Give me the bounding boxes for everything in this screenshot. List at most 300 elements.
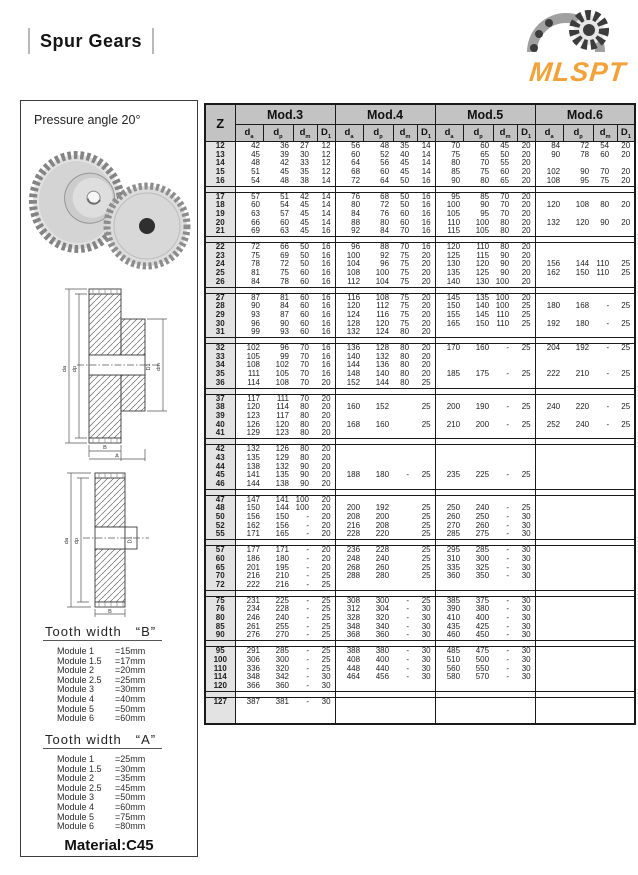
- dim-value: [593, 412, 617, 421]
- dim-value: 100: [335, 252, 363, 261]
- z-value: 29: [205, 311, 235, 320]
- dim-value: [417, 394, 435, 403]
- module-width-value: =50mm: [115, 792, 146, 803]
- z-value: 39: [205, 412, 235, 421]
- dim-value: 260: [375, 563, 390, 572]
- dim-value: 308: [335, 596, 363, 605]
- dim-value: [593, 530, 617, 539]
- dim-value: [563, 605, 593, 614]
- dim-value: 125: [475, 269, 490, 278]
- dim-value: [617, 252, 635, 261]
- z-value: 22: [205, 243, 235, 252]
- dim-value: 500: [475, 655, 490, 664]
- dim-value: 250: [435, 504, 463, 513]
- svg-text:D1: D1: [127, 536, 134, 544]
- dim-value: 30: [421, 605, 431, 614]
- dim-value: -: [306, 655, 309, 664]
- dim-value: 30: [421, 614, 431, 623]
- dim-value: 156: [535, 260, 563, 269]
- dim-value: [617, 210, 635, 219]
- dim-value: [535, 227, 563, 236]
- module-label: Module 6: [57, 713, 95, 724]
- dim-value: 25: [421, 563, 431, 572]
- gear-cross-section-hub: [29, 283, 189, 463]
- dim-value: 171: [235, 530, 263, 539]
- dim-value: [393, 546, 417, 555]
- dim-value: [463, 495, 493, 504]
- dim-value: 185: [435, 370, 463, 379]
- dim-value: [535, 546, 563, 555]
- dim-value: 16: [421, 176, 431, 185]
- dim-value: 20: [321, 545, 331, 555]
- z-value: 75: [205, 596, 235, 605]
- dim-value: 140: [335, 353, 363, 362]
- dim-value: 120: [335, 302, 363, 311]
- dim-value: [435, 495, 463, 504]
- dim-value: [617, 227, 635, 236]
- dim-value: [435, 379, 463, 388]
- dim-value: [463, 353, 493, 362]
- dim-value: 25: [421, 554, 431, 563]
- dim-value: [517, 697, 535, 706]
- dim-value: -: [606, 302, 610, 311]
- dim-value: [593, 278, 617, 287]
- dim-value: 12: [321, 168, 331, 177]
- dim-value: [493, 581, 517, 590]
- dim-value: 75: [400, 260, 410, 269]
- dim-value: [517, 328, 535, 337]
- dim-value: [393, 530, 417, 539]
- dim-value: 70: [300, 378, 309, 387]
- dim-value: 16: [321, 242, 331, 252]
- dim-value: [535, 394, 563, 403]
- table-row: [205, 344, 635, 353]
- dim-value: 30: [521, 596, 531, 605]
- dim-value: 14: [421, 141, 431, 150]
- tooth-width-b-section: [21, 623, 197, 724]
- table-block: [205, 142, 635, 187]
- dim-value: 80: [400, 361, 410, 370]
- dim-value: [593, 504, 617, 513]
- z-value: 17: [205, 192, 235, 201]
- dim-value: 255: [275, 622, 289, 631]
- dim-value: [563, 564, 593, 573]
- dim-value: -: [306, 554, 309, 563]
- dim-value: 30: [521, 614, 531, 623]
- module-width-value: =25mm: [115, 674, 146, 685]
- dim-value: [535, 522, 563, 531]
- dim-value: [617, 682, 635, 691]
- z-value: 40: [205, 421, 235, 430]
- dim-value: -: [506, 554, 510, 563]
- dim-value: 20: [521, 168, 531, 177]
- dim-value: 55: [500, 159, 510, 168]
- module-width-value: =45mm: [115, 782, 146, 793]
- dim-value: 312: [335, 605, 363, 614]
- dim-value: 216: [275, 580, 289, 589]
- gear-photo: [25, 134, 195, 280]
- dim-value: [617, 656, 635, 665]
- dim-value: 66: [235, 219, 263, 228]
- dim-value: [617, 596, 635, 605]
- dim-value: 108: [375, 293, 390, 302]
- dim-value: 14: [321, 218, 331, 227]
- dim-value: [463, 379, 493, 388]
- z-value: 16: [205, 177, 235, 186]
- dim-value: 25: [421, 378, 431, 387]
- dim-value: -: [306, 681, 309, 690]
- dim-value: 150: [435, 302, 463, 311]
- table-row: [205, 429, 635, 438]
- z-value: 25: [205, 269, 235, 278]
- dim-value: -: [306, 596, 309, 605]
- table-row: [205, 596, 635, 605]
- dim-value: [563, 546, 593, 555]
- table-row: [205, 142, 635, 151]
- table-row: [205, 555, 635, 564]
- z-value: 52: [205, 522, 235, 531]
- dim-value: [593, 495, 617, 504]
- dim-value: [563, 454, 593, 463]
- dim-value: 170: [435, 344, 463, 353]
- dim-value: 16: [321, 352, 331, 361]
- dim-value: 20: [521, 293, 531, 302]
- dim-value: 234: [235, 605, 263, 614]
- dim-value: 120: [375, 319, 390, 328]
- dim-value: 60: [380, 168, 390, 177]
- dim-value: -: [506, 605, 510, 614]
- dim-value: 70: [600, 168, 610, 177]
- dim-value: 130: [435, 260, 463, 269]
- dim-value: 20: [321, 411, 331, 420]
- dim-value: 25: [321, 572, 331, 581]
- dim-value: -: [406, 646, 410, 656]
- dim-value: [535, 495, 563, 504]
- dim-value: 120: [535, 201, 563, 210]
- dim-value: 72: [580, 141, 590, 150]
- dim-value: [517, 412, 535, 421]
- dim-value: [535, 682, 563, 691]
- dim-value: 295: [435, 546, 463, 555]
- dim-value: 336: [235, 665, 263, 674]
- dim-value: 30: [521, 622, 531, 631]
- dim-value: 72: [380, 201, 390, 210]
- dim-value: [535, 530, 563, 539]
- dim-value: 30: [521, 554, 531, 563]
- dim-value: 90: [300, 479, 309, 488]
- dim-value: 20: [421, 251, 431, 260]
- dim-value: 25: [421, 545, 431, 555]
- spec-panel: [20, 100, 198, 857]
- dim-value: 25: [421, 596, 431, 605]
- dim-value: 20: [321, 530, 331, 539]
- dim-value: 150: [475, 319, 490, 328]
- dim-value: [463, 394, 493, 403]
- dim-value: 102: [535, 168, 563, 177]
- dim-value: 304: [375, 605, 390, 614]
- dim-value: 456: [375, 673, 390, 682]
- dim-value: 30: [421, 664, 431, 673]
- dim-value: 129: [235, 429, 263, 438]
- dim-value: [563, 697, 593, 706]
- dim-value: [563, 581, 593, 590]
- dim-value: [363, 429, 393, 438]
- module-label: Module 2: [57, 773, 95, 784]
- svg-text:dp: dp: [72, 365, 78, 373]
- table-row: [205, 530, 635, 539]
- module-width-value: =30mm: [115, 763, 146, 774]
- module-label: Module 1: [57, 754, 95, 764]
- dim-value: 93: [235, 311, 263, 320]
- dim-value: [363, 463, 393, 472]
- z-value: 37: [205, 394, 235, 403]
- dim-value: 340: [375, 622, 390, 631]
- dim-value: [363, 495, 393, 504]
- dim-value: 114: [235, 379, 263, 388]
- dim-value: [463, 581, 493, 590]
- dim-value: 80: [480, 176, 490, 185]
- dim-value: 275: [475, 530, 490, 539]
- col-subheader-dp: $d_p$: [463, 125, 493, 142]
- dim-value: [535, 429, 563, 438]
- dim-value: 75: [400, 310, 410, 319]
- dim-value: 310: [435, 555, 463, 564]
- dim-value: 186: [235, 555, 263, 564]
- dim-value: 48: [235, 159, 263, 168]
- z-value: 127: [205, 697, 235, 706]
- dim-value: 69: [235, 227, 263, 236]
- dim-value: [563, 513, 593, 522]
- dim-value: 140: [435, 278, 463, 287]
- dim-value: [535, 192, 563, 201]
- z-value: 32: [205, 344, 235, 353]
- table-row: [205, 370, 635, 379]
- dim-value: [563, 522, 593, 531]
- dim-value: 180: [375, 471, 390, 480]
- dim-value: 96: [280, 343, 289, 353]
- dim-value: 126: [235, 421, 263, 430]
- dim-value: 90: [500, 269, 510, 278]
- dim-value: 90: [480, 201, 490, 210]
- dim-value: 80: [300, 420, 309, 429]
- dim-value: [593, 555, 617, 564]
- logo-text: MLSPT: [527, 57, 628, 87]
- dim-value: [417, 480, 435, 489]
- dim-value: [435, 361, 463, 370]
- dim-value: 450: [475, 631, 490, 640]
- dim-value: 116: [335, 293, 363, 302]
- dim-value: [617, 614, 635, 623]
- dim-value: 30: [321, 697, 331, 706]
- table-row: [205, 403, 635, 412]
- dim-value: 156: [235, 513, 263, 522]
- table-row: [205, 605, 635, 614]
- dim-value: 550: [475, 664, 490, 673]
- dim-value: 69: [280, 251, 289, 260]
- table-block: [205, 293, 635, 338]
- dim-value: 104: [375, 277, 390, 286]
- dim-value: [617, 504, 635, 513]
- dim-value: [593, 463, 617, 472]
- dim-value: 152: [375, 403, 390, 412]
- dim-value: 16: [321, 293, 331, 302]
- z-value: 90: [205, 631, 235, 640]
- dim-value: [563, 361, 593, 370]
- dim-value: 20: [521, 201, 531, 210]
- dim-value: 248: [335, 555, 363, 564]
- dim-value: 16: [421, 192, 431, 201]
- dim-value: 20: [521, 269, 531, 278]
- module-label: Module 4: [57, 801, 95, 812]
- dim-value: 250: [475, 513, 490, 522]
- dim-value: 210: [275, 572, 289, 581]
- dim-value: -: [606, 370, 610, 379]
- col-subheader-dm: $d_m$: [493, 125, 517, 142]
- dim-value: [563, 278, 593, 287]
- dim-value: -: [506, 664, 510, 673]
- dim-value: [617, 293, 635, 302]
- dim-value: 90: [435, 177, 463, 186]
- dim-value: [617, 412, 635, 421]
- dim-value: [535, 293, 563, 302]
- dim-value: [535, 353, 563, 362]
- z-value: 15: [205, 168, 235, 177]
- dim-value: 96: [335, 243, 363, 252]
- dim-value: 56: [380, 159, 390, 168]
- dim-value: 435: [435, 623, 463, 632]
- dim-value: 138: [275, 479, 289, 488]
- dim-value: [617, 605, 635, 614]
- dim-value: 30: [521, 530, 531, 539]
- table-row: [205, 647, 635, 656]
- dim-value: 93: [280, 328, 289, 337]
- dim-value: 20: [321, 453, 331, 462]
- dim-value: -: [506, 631, 510, 640]
- z-value: 95: [205, 647, 235, 656]
- dim-value: 130: [475, 277, 490, 286]
- dim-value: [517, 429, 535, 438]
- dim-value: 45: [300, 218, 309, 227]
- dim-value: 25: [321, 596, 331, 605]
- table-row: [205, 421, 635, 430]
- dim-value: 111: [235, 370, 263, 379]
- dim-value: 25: [621, 319, 631, 328]
- dim-value: [463, 454, 493, 463]
- dim-value: 65: [500, 176, 510, 185]
- dim-value: 20: [521, 260, 531, 269]
- dim-value: 60: [400, 209, 410, 218]
- dim-value: 25: [421, 471, 431, 480]
- dim-value: 30: [521, 572, 531, 581]
- dim-value: [563, 614, 593, 623]
- dim-value: 54: [280, 201, 289, 210]
- dim-value: -: [506, 521, 510, 530]
- dim-value: 200: [475, 420, 490, 429]
- dim-value: 388: [335, 647, 363, 656]
- dim-value: [535, 647, 563, 656]
- svg-text:da: da: [64, 537, 70, 545]
- dim-value: 14: [321, 209, 331, 218]
- col-group-mod3: Mod.3: [235, 104, 335, 125]
- z-value: 100: [205, 656, 235, 665]
- dim-value: [617, 243, 635, 252]
- dim-value: 25: [321, 655, 331, 664]
- dim-value: 135: [275, 471, 289, 480]
- dim-value: 460: [435, 631, 463, 640]
- dim-value: 70: [300, 352, 309, 361]
- dim-value: 105: [275, 370, 289, 379]
- module-width-value: =17mm: [115, 655, 146, 666]
- dim-value: 20: [421, 310, 431, 319]
- col-group-mod5: Mod.5: [435, 104, 535, 125]
- dim-value: 168: [335, 421, 363, 430]
- table-row: [205, 495, 635, 504]
- dim-value: 112: [335, 278, 363, 287]
- dim-value: 57: [280, 209, 289, 218]
- dim-value: 366: [235, 682, 263, 691]
- logo-gear-icon: [504, 4, 624, 56]
- dim-value: 70: [400, 242, 410, 252]
- dim-value: 132: [275, 462, 289, 471]
- dim-value: [535, 504, 563, 513]
- dim-value: 90: [500, 251, 510, 260]
- dim-value: 20: [421, 343, 431, 353]
- dim-value: 220: [575, 403, 590, 412]
- table-row: [205, 673, 635, 682]
- dim-value: 440: [375, 664, 390, 673]
- dim-value: [435, 697, 463, 706]
- dim-value: [563, 471, 593, 480]
- z-value: 24: [205, 260, 235, 269]
- dim-value: -: [506, 572, 510, 581]
- dim-value: 80: [335, 201, 363, 210]
- dim-value: 70: [500, 209, 510, 218]
- module-width-value: =75mm: [115, 811, 146, 822]
- z-value: 46: [205, 480, 235, 489]
- dim-value: 300: [475, 554, 490, 563]
- dim-value: [335, 454, 363, 463]
- dim-value: 144: [235, 480, 263, 489]
- dim-value: 70: [500, 201, 510, 210]
- dim-value: [563, 572, 593, 581]
- dim-value: 50: [300, 251, 309, 260]
- dim-value: [493, 495, 517, 504]
- dim-value: 148: [335, 370, 363, 379]
- dim-value: 95: [480, 209, 490, 218]
- col-subheader-d1: $D_1$: [417, 125, 435, 142]
- dim-value: 168: [575, 302, 590, 311]
- dim-value: 110: [435, 219, 463, 228]
- dim-value: [617, 394, 635, 403]
- page-title: Spur Gears: [40, 30, 143, 51]
- dim-value: [563, 530, 593, 539]
- dim-value: 152: [335, 379, 363, 388]
- dim-value: 285: [435, 530, 463, 539]
- dim-value: [417, 463, 435, 472]
- dim-value: 300: [375, 596, 390, 605]
- dim-value: 35: [400, 141, 410, 150]
- dim-value: 70: [400, 227, 410, 236]
- dim-value: 84: [235, 278, 263, 287]
- dim-value: 50: [400, 192, 410, 201]
- z-value: 35: [205, 370, 235, 379]
- dim-value: 155: [435, 311, 463, 320]
- col-subheader-dp: $d_p$: [263, 125, 293, 142]
- table-row: [205, 682, 635, 691]
- dim-value: 25: [621, 302, 631, 311]
- dim-value: [563, 596, 593, 605]
- dim-value: 220: [375, 530, 390, 539]
